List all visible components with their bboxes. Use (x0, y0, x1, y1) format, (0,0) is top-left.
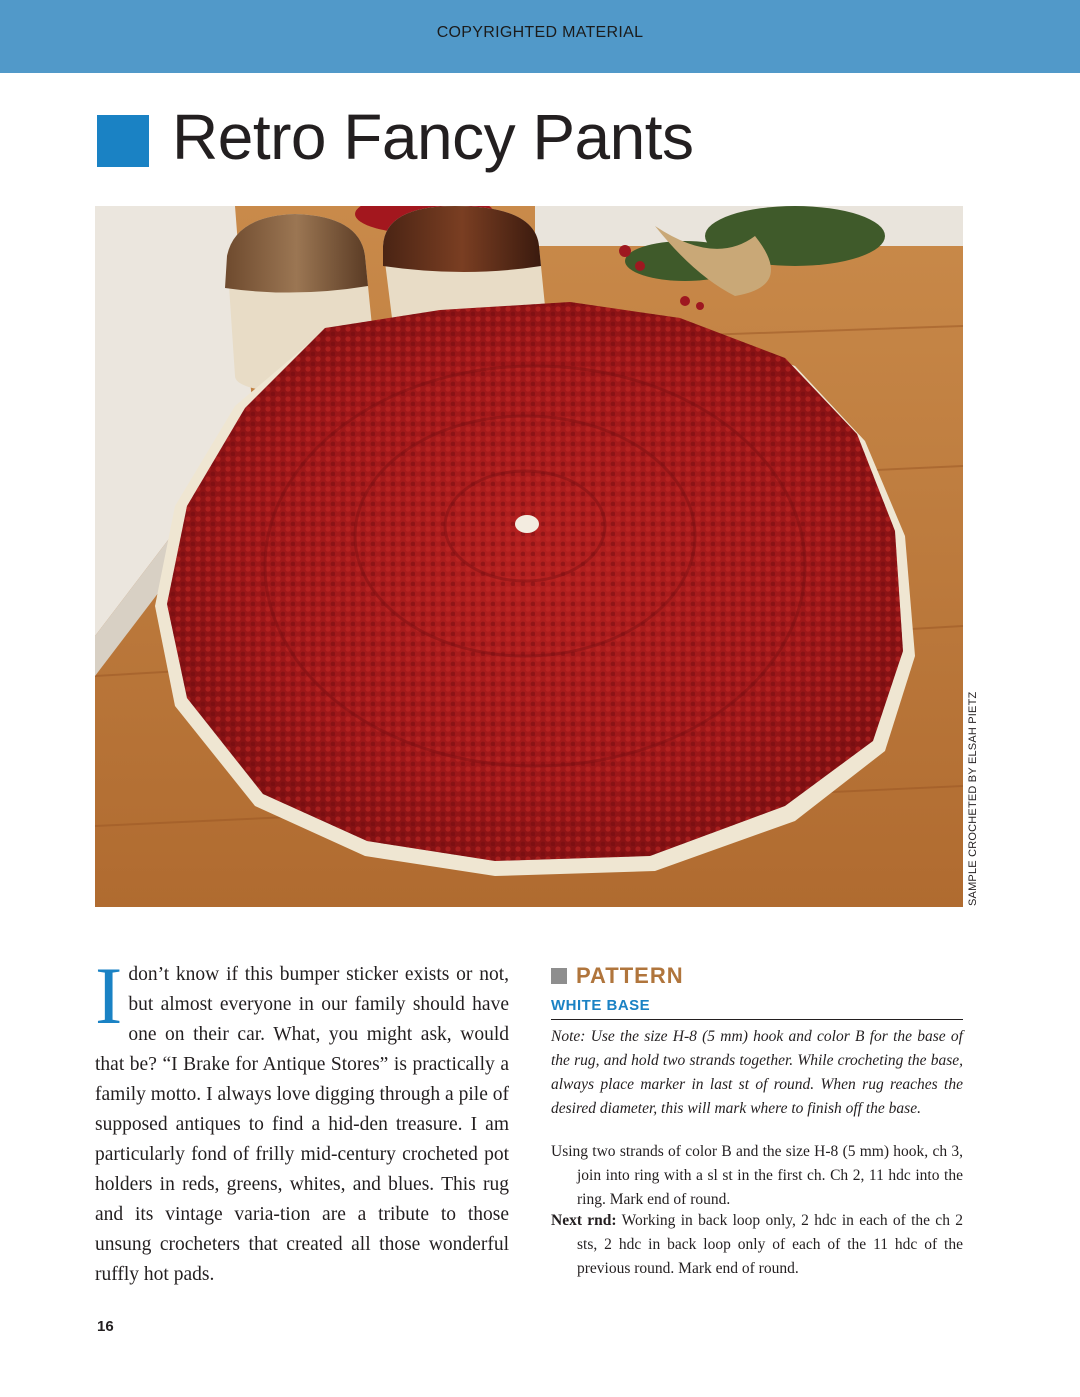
rug-photo (95, 206, 963, 907)
pattern-note: Note: Use the size H-8 (5 mm) hook and color B for the base of the rug, and hold two strands together. While crocheting the base, always place marker in last st of round. When rug reaches the desired diameter, this will mark where to finish off the base. (551, 1028, 963, 1117)
photo-credit: SAMPLE CROCHETED BY ELSAH PIETZ (967, 691, 979, 906)
step-2-label: Next rnd: (551, 1212, 617, 1229)
page-title: Retro Fancy Pants (172, 101, 694, 173)
pattern-heading-text: PATTERN (576, 963, 684, 988)
white-base-subheading: WHITE BASE (551, 997, 651, 1014)
subheading-rule (551, 1019, 963, 1020)
pattern-step-1: Using two strands of color B and the size H-8 (5 mm) hook, ch 3, join into ring with a sl st in the first ch. Ch 2, 11 hdc into the ring. Mark end of round. (551, 1143, 963, 1208)
pattern-square-icon (551, 968, 567, 984)
copyright-banner (0, 0, 1080, 73)
pattern-step-2 (551, 1209, 963, 1281)
pattern-heading (551, 962, 684, 990)
copyright-banner-text: COPYRIGHTED MATERIAL (436, 24, 644, 41)
intro-text: don’t know if this bumper sticker exists or not, but almost everyone in our family should have one on their car. What, you might ask, would that be? “I Brake for Antique Stores” is practically a family motto. I always love digging through a pile of supposed antiques to find a hid-den treasure. I am particularly fond of frilly mid-century crocheted pot holders in reds, greens, whites, and blues. This rug and its vintage varia-tion are a tribute to those unsung crocheters that created all those wonderful ruffly hot pads. (95, 964, 509, 1285)
drop-cap: I (95, 950, 123, 1041)
intro-paragraph (95, 950, 509, 1290)
title-square-icon (97, 115, 149, 167)
page-number: 16 (97, 1318, 114, 1335)
step-2-text: Working in back loop only, 2 hdc in each of the ch 2 sts, 2 hdc in back loop only of each of the 11 hdc of the previous round. Mark end of round. (577, 1212, 963, 1277)
